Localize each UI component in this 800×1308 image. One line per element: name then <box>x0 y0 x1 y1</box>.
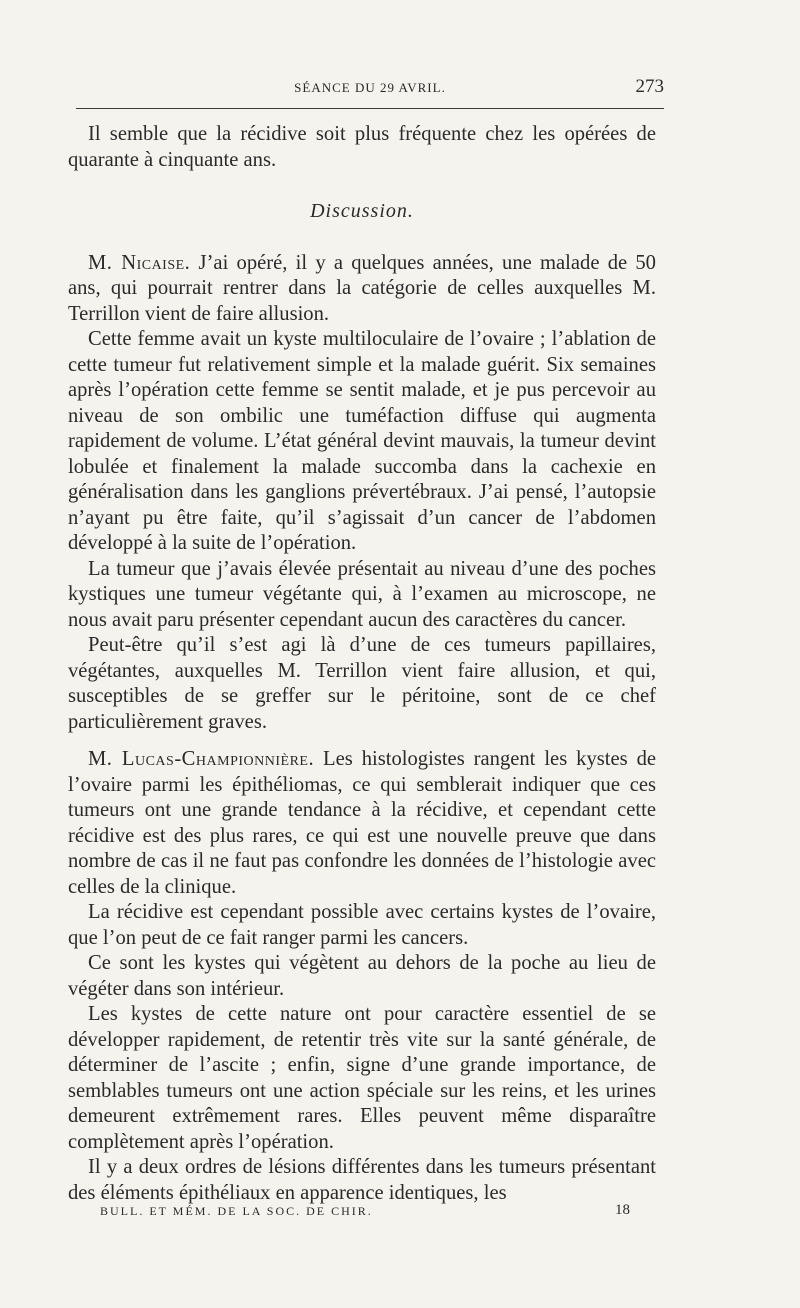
page-footer <box>100 1204 630 1219</box>
paragraph-lucas-intro <box>68 747 656 900</box>
header-rule <box>76 108 664 109</box>
paragraph-gap <box>68 735 656 747</box>
running-title: SÉANCE DU 29 AVRIL. <box>294 80 446 95</box>
page-number: 273 <box>635 76 664 97</box>
signature-mark: 18 <box>615 1202 630 1218</box>
section-heading: Discussion. <box>310 200 414 222</box>
paragraph: La récidive est cependant possible avec certains kystes de l’ovaire, que l’on peut de ce fait ranger parmi les cancers. <box>68 901 656 949</box>
paragraph-text: Les histologistes rangent les kystes de l’ovaire parmi les épithéliomas, ce qui semblerait indiquer que ces tumeurs ont une grande tendance à la récidive, et cependant cette récidive est des plus rares, ce qui est une nouvelle preuve que dans nombre de cas il ne faut pas confondre les données de l’histologie avec celles de la clinique. <box>68 748 657 898</box>
body-text <box>68 122 656 1206</box>
paragraph: La tumeur que j’avais élevée présentait au niveau d’une des poches kystiques une tumeur végétante qui, à l’examen au microscope, ne nous avait paru présenter cependant aucun des caractères du cancer. <box>68 557 656 631</box>
speaker-name: M. Lucas-Championnière. <box>88 748 315 770</box>
paragraph: Il semble que la récidive soit plus fréquente chez les opérées de quarante à cinquante ans. <box>68 123 656 171</box>
running-head <box>76 76 664 98</box>
speaker-name: M. Nicaise. <box>88 251 191 274</box>
paragraph: Peut-être qu’il s’est agi là d’une de ces tumeurs papillaires, végétantes, auxquelles M. Terrillon vient faire allusion, et qui, susceptibles de se greffer sur le péritoine, sont de ce chef particulièrement graves. <box>68 634 656 733</box>
publication-title: BULL. ET MÉM. DE LA SOC. DE CHIR. <box>100 1204 373 1218</box>
paragraph: Cette femme avait un kyste multiloculaire de l’ovaire ; l’ablation de cette tumeur fut relativement simple et la malade guérit. Six semaines après l’opération cette femme se sentit malade, et je pus percevoir au niveau de son ombilic une tuméfaction diffuse qui augmenta rapidement de volume. L’état général devint mauvais, la tumeur devint lobulée et finalement la malade succomba dans la cachexie en généralisation dans les ganglions prévertébraux. J’ai pensé, l’autopsie n’ayant pu être faite, qu’il s’agissait d’un cancer de l’abdomen développé à la suite de l’opération. <box>68 328 656 554</box>
paragraph: Les kystes de cette nature ont pour caractère essentiel de se développer rapidement, de retentir très vite sur la santé générale, de déterminer de l’ascite ; enfin, signe d’une grande importance, de semblables tumeurs ont une action spéciale sur les reins, et les urines demeurent extrêmement rares. Elles peuvent même disparaître complètement après l’opération. <box>68 1003 656 1153</box>
paragraph: Il y a deux ordres de lésions différentes dans les tumeurs présentant des éléments épithéliaux en apparence identiques, les <box>68 1156 656 1204</box>
paragraph-text: J’ai opéré, il y a quelques années, une malade de 50 ans, qui pourrait rentrer dans la catégorie de celles auxquelles M. Terrillon vient de faire allusion. <box>68 251 656 325</box>
paragraph-nicaise-intro <box>68 251 656 328</box>
paragraph: Ce sont les kystes qui végètent au dehors de la poche au lieu de végéter dans son intérieur. <box>68 952 656 1000</box>
